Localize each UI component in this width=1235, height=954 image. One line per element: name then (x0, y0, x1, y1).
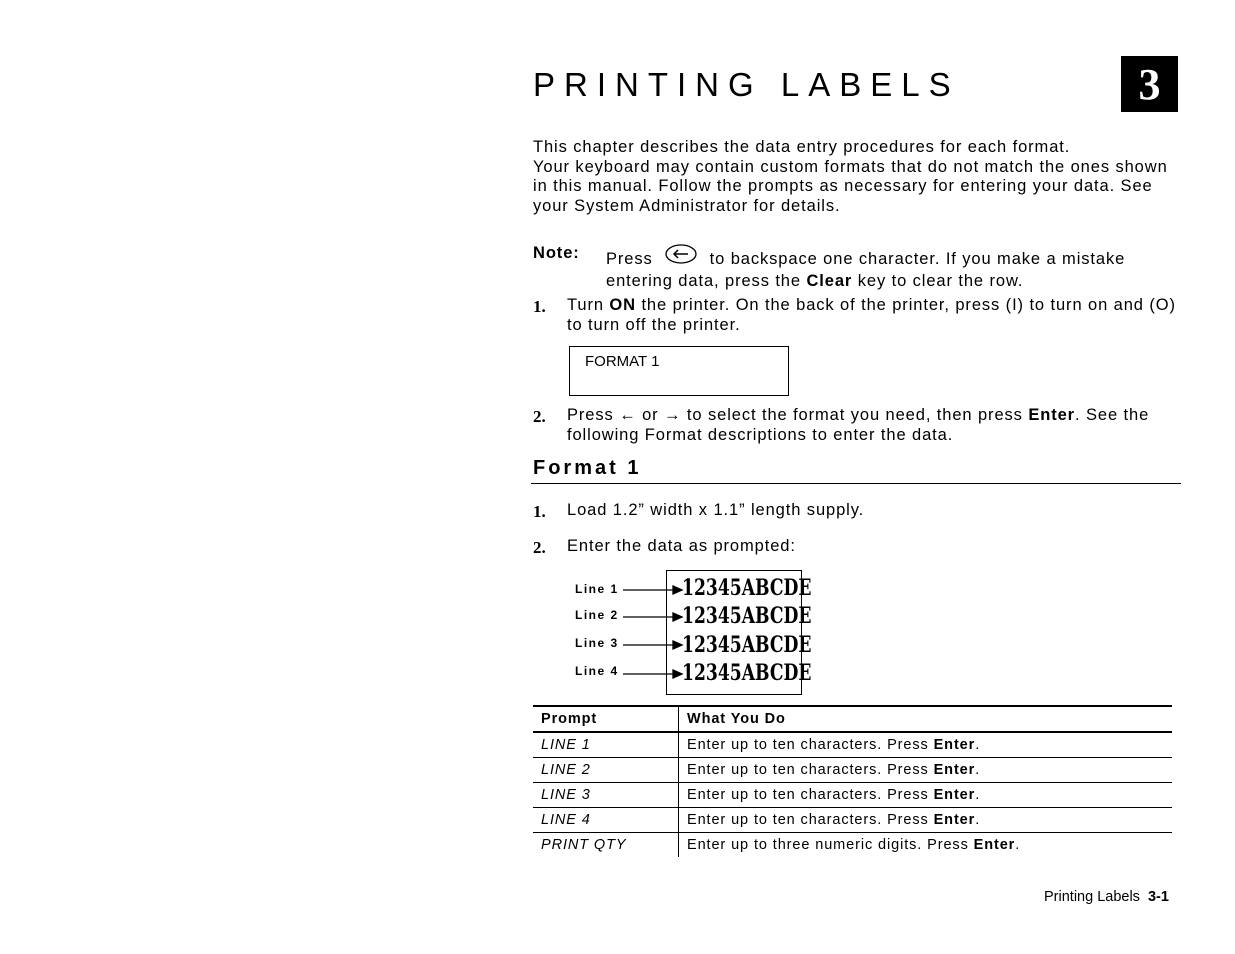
chapter-number-badge: 3 (1121, 56, 1178, 112)
column-header: Prompt (533, 706, 679, 732)
printer-display-box (569, 346, 789, 396)
step-number: 2. (533, 538, 546, 557)
note-label: Note: (533, 244, 580, 262)
label-line-text: 12345ABCDE (682, 603, 812, 629)
table-row (533, 808, 1172, 833)
page-number: 3-1 (1147, 889, 1169, 905)
table-row (533, 783, 1172, 808)
step-number: 2. (533, 407, 546, 426)
intro-line-2: Your keyboard may contain custom formats that do not match the ones shown in this manual. Follow the prompts as necessary for entering your data. See your System Administrator for details. (533, 157, 1168, 215)
label-line-text: 12345ABCDE (682, 632, 812, 658)
enter-key-label: Enter (933, 787, 976, 803)
step-text: Load 1.2” width x 1.1” length supply. (567, 501, 865, 519)
action-end: . (975, 762, 981, 778)
prompt-cell: LINE 1 (533, 732, 679, 758)
step-number: 1. (533, 297, 546, 316)
step-text-or: or (642, 406, 659, 424)
step-text (567, 296, 1177, 335)
display-text: FORMAT 1 (585, 353, 660, 370)
table-row (533, 732, 1172, 758)
note-text (606, 244, 1186, 291)
table-row (533, 758, 1172, 783)
section-divider (531, 483, 1181, 484)
intro-line-1: This chapter describes the data entry procedures for each format. (533, 138, 1071, 156)
action-text: Enter up to three numeric digits. Press (687, 837, 969, 853)
label-line-text: 12345ABCDE (682, 660, 812, 686)
line-label: Line 2 (575, 608, 619, 622)
step-text (567, 406, 1177, 445)
action-end: . (975, 787, 981, 803)
note-press: Press (606, 250, 653, 268)
line-label: Line 1 (575, 582, 619, 596)
column-header: What You Do (679, 706, 1173, 732)
enter-key-label: Enter (933, 762, 976, 778)
label-line-text: 12345ABCDE (682, 575, 812, 601)
line-label: Line 4 (575, 664, 619, 678)
table-row (533, 833, 1172, 858)
intro-paragraph (533, 138, 1183, 216)
page-footer (1044, 889, 1169, 905)
note-text-2: key to clear the row. (857, 271, 1024, 290)
action-text: Enter up to ten characters. Press (687, 737, 929, 753)
action-text: Enter up to ten characters. Press (687, 787, 929, 803)
footer-text: Printing Labels (1044, 889, 1140, 905)
action-end: . (975, 737, 981, 753)
action-cell (679, 833, 1173, 858)
step-text-mid: to select the format you need, then press (686, 406, 1023, 424)
note-text-1: to backspace one character. If you make a mistake entering data, press the (606, 250, 1126, 290)
section-heading: Format 1 (533, 457, 642, 479)
left-arrow-icon: ← (619, 406, 637, 424)
step-text-bold: Enter (1028, 406, 1075, 424)
step-text: Enter the data as prompted: (567, 537, 796, 555)
prompt-cell: PRINT QTY (533, 833, 679, 858)
action-text: Enter up to ten characters. Press (687, 812, 929, 828)
page-title: PRINTING LABELS (533, 66, 960, 103)
step-text-pre: Turn (567, 296, 604, 314)
prompt-cell: LINE 3 (533, 783, 679, 808)
pointer-arrows (620, 580, 690, 690)
enter-key-label: Enter (933, 812, 976, 828)
enter-key-label: Enter (973, 837, 1016, 853)
action-end: . (975, 812, 981, 828)
action-cell (679, 783, 1173, 808)
prompt-cell: LINE 4 (533, 808, 679, 833)
action-end: . (1015, 837, 1021, 853)
action-cell (679, 808, 1173, 833)
step-number: 1. (533, 502, 546, 521)
table-header-row (533, 706, 1172, 732)
step-text-post: . See the following Format descriptions to enter the data. (567, 406, 1150, 444)
enter-key-label: Enter (933, 737, 976, 753)
right-arrow-icon: → (664, 406, 682, 424)
step-text-bold: ON (609, 296, 636, 314)
prompt-cell: LINE 2 (533, 758, 679, 783)
clear-key-label: Clear (806, 271, 853, 290)
backspace-icon (664, 244, 698, 272)
action-cell (679, 758, 1173, 783)
step-text-post: the printer. On the back of the printer, press (I) to turn on and (O) to turn off the printer. (567, 296, 1176, 334)
action-cell (679, 732, 1173, 758)
step-text-pre: Press (567, 406, 614, 424)
prompt-table (533, 705, 1172, 857)
line-label: Line 3 (575, 636, 619, 650)
action-text: Enter up to ten characters. Press (687, 762, 929, 778)
